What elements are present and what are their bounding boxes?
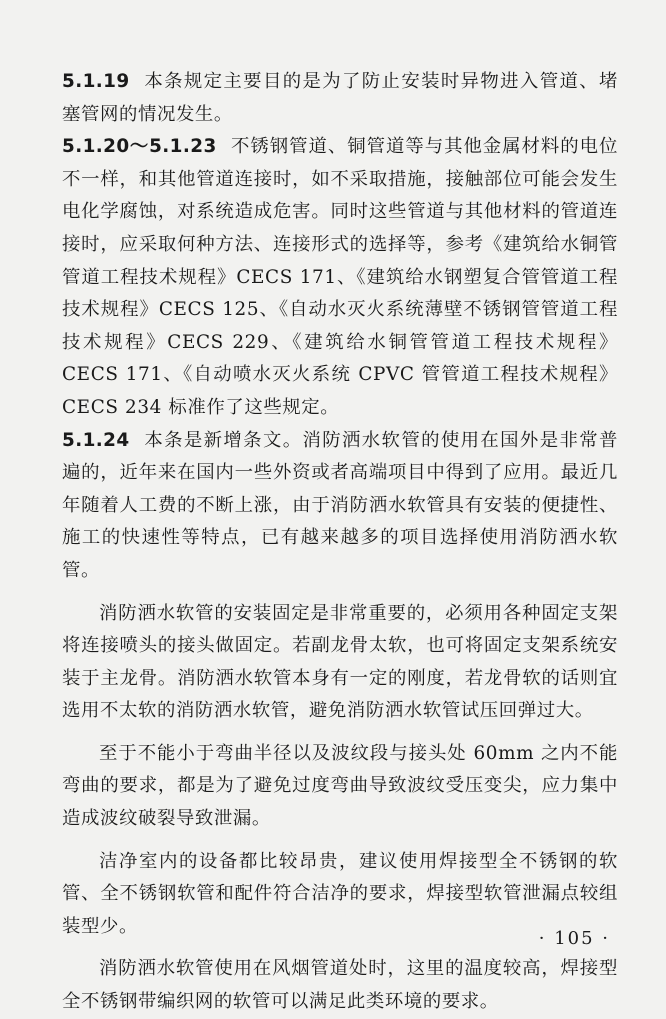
clause-text: 本条是新增条文。消防洒水软管的使用在国外是非常普遍的，近年来在国内一些外资或者高端项目中得到了应用。最近几年随着人工费的不断上涨，由于消防洒水软管具有安装的便捷性、施工的快速性等特点，已有越来越多的项目选择使用消防洒水软管。 — [62, 429, 618, 581]
paragraph-smoke-duct: 消防洒水软管使用在风烟管道处时，这里的温度较高，焊接型全不锈钢带编织网的软管可以满足此类环境的要求。 — [62, 958, 618, 1013]
body-text — [62, 66, 618, 1019]
clause-text: 不锈钢管道、铜管道等与其他金属材料的电位不一样，和其他管道连接时，如不采取措施，接触部位可能会发生电化学腐蚀，对系统造成危害。同时这些管道与其他材料的管道连接时，应采取何种方法、连接形式的选择等，参考《建筑给水铜管管道工程技术规程》CECS 171、《建筑给水钢塑复合管管道工程技术规程》CECS 125、《自动水灭火系统薄壁不锈钢管管道工程技术规程》CECS 229、《建筑给水铜管管道工程技术规程》CECS 171、《自动喷水灭火系统 CPVC 管管道工程技术规程》CECS 234 标准作了这些规定。 — [62, 136, 618, 418]
paragraph-clean-room: 洁净室内的设备都比较昂贵，建议使用焊接型全不锈钢的软管、全不锈钢软管和配件符合洁净的要求，焊接型软管泄漏点较组装型少。 — [62, 850, 618, 937]
clause-5-1-20-23 — [62, 131, 618, 424]
clause-5-1-24 — [62, 425, 618, 588]
clause-number: 5.1.19 — [62, 71, 130, 92]
clause-5-1-19 — [62, 66, 618, 131]
clause-number: 5.1.24 — [62, 429, 130, 451]
clause-text: 本条规定主要目的是为了防止安装时异物进入管道、堵塞管网的情况发生。 — [62, 71, 618, 125]
page-number: · 105 · — [538, 928, 610, 949]
clause-number: 5.1.20～5.1.23 — [62, 136, 217, 158]
paragraph-installation-fixing: 消防洒水软管的安装固定是非常重要的，必须用各种固定支架将连接喷头的接头做固定。若副龙骨太软，也可将固定支架系统安装于主龙骨。消防洒水软管本身有一定的刚度，若龙骨软的话则宜选用不太软的消防洒水软管，避免消防洒水软管试压回弹过大。 — [62, 602, 618, 722]
paragraph-bending-radius: 至于不能小于弯曲半径以及波纹段与接头处 60mm 之内不能弯曲的要求，都是为了避免过度弯曲导致波纹受压变尖，应力集中造成波纹破裂导致泄漏。 — [62, 742, 618, 830]
